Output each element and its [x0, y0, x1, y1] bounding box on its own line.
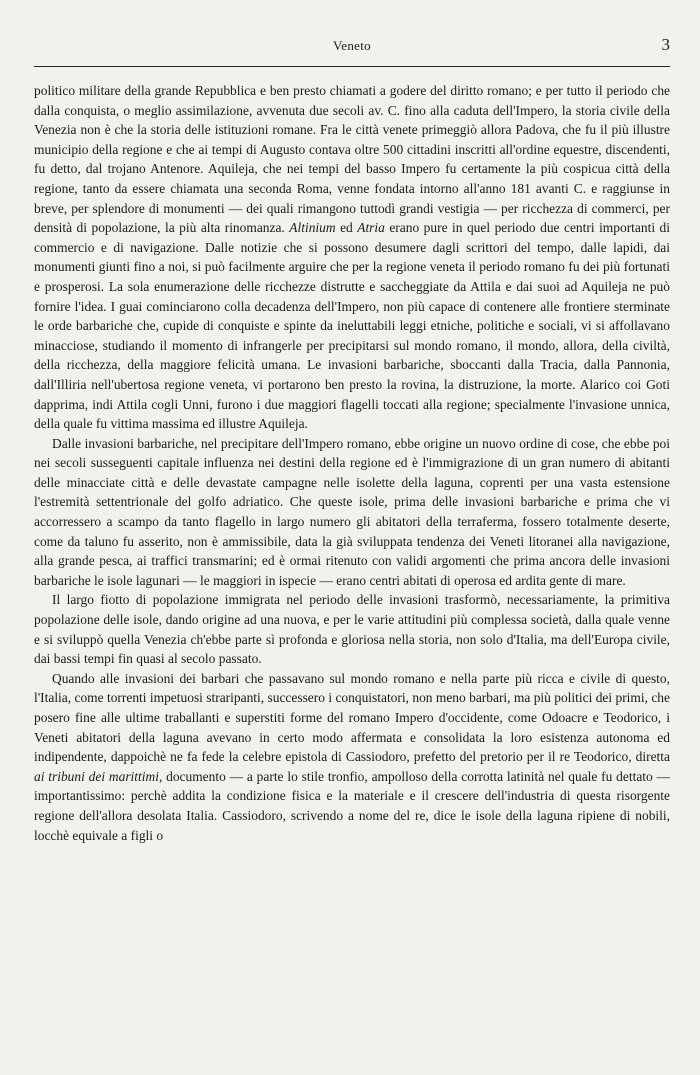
paragraph-2: [34, 434, 670, 591]
body-text: [34, 81, 670, 845]
paragraph-1: [34, 81, 670, 434]
page-number: 3: [661, 35, 670, 54]
header-rule: [34, 66, 670, 67]
page-header: [34, 35, 670, 58]
text-run: , documento — a parte lo stile tronfio, ampolloso della corrotta latinità nel quale fu dettato — importantissimo: perchè addita la condizione fisica e la materiale e il crescere dell'industria di questa risorgente regione dell'allora desolata Italia. Cassiodoro, scrivendo a nome del re, dice le isole della laguna ripiene di nobili, locchè equivale a figli o: [34, 768, 671, 843]
text-run: ed: [335, 220, 358, 236]
text-run: politico militare della grande Repubblica e ben presto chiamati a godere del diritto romano; e per tutto il periodo che dalla conquista, o meglio assimilazione, avvenuta due secoli av. C. fino alla caduta dell'Impero, la storia civile della Venezia non è che la storia delle istituzioni romane. Fra le città venete primeggiò allora Padova, che fu il più illustre municipio della regione e che ai tempi di Augusto contava oltre 500 cittadini inscritti all'ordine equestre, discendenti, fu detto, dal trojano Antenore. Aquileja, che nei tempi del basso Impero fu certamente la più cospicua città della regione, tanto da essere chiamata una seconda Roma, venne fondata intorno all'anno 181 avanti C. e raggiunse in breve, per splendore di monumenti — dei quali rimangono tuttodì grandi vestigia — per ricchezza di commerci, per densità di popolazione, la più alta rinomanza.: [34, 83, 670, 236]
italic-term-altinium: Altinium: [289, 220, 336, 236]
text-run: Quando alle invasioni dei barbari che passavano sul mondo romano e nella parte più ricca e civile di questo, l'Italia, come torrenti impetuosi straripanti, successero i conquistatori, non meno barbari, ma più politici dei primi, che posero fine alle ultime traballanti e superstiti forme del romano Impero d'occidente, come Odoacre e Teodorico, i Veneti abitatori della laguna avevano in certo modo affermata e consolidata la loro esistenza autonoma ed indipendente, dappoichè ne fa fede la celebre epistola di Cassiodoro, prefetto del pretorio per il re Teodorico, diretta: [34, 670, 670, 765]
text-run: erano pure in quel periodo due centri importanti di commercio e di navigazione. Dalle notizie che si possono desumere dagli scrittori del tempo, dalle lapidi, dai monumenti giunti fino a noi, si può facilmente arguire che per la regione veneta il periodo romano fu dei più fortunati e prosperosi. La sola enumerazione delle ricchezze distrutte e saccheggiate da Attila e dai suoi ad Aquileja ne può fornire l'idea. I guai cominciarono colla decadenza dell'Impero, non più capace di contenere alle frontiere sterminate le orde barbariche che, cupide di conquiste e spinte da ineluttabili leggi etniche, politiche e sociali, vi si affollavano minacciose, studiando il momento di infrangerle per precipitarsi sul mondo romano, il mondo, allora, della civiltà, della ricchezza, della maggiore felicità umana. Le invasioni barbariche, sboccanti dalla Tracia, dalla Pannonia, dall'Illiria nell'ubertosa regione veneta, vi portarono ben presto la rovina, la distruzione, la morte. Alarico coi Goti dapprima, indi Attila cogli Unni, furono i due maggiori flagelli toccati alla regione; specialmente l'invasione unnica, della quale fu vittima massima ed illustre Aquileja.: [34, 220, 670, 432]
italic-term-atria: Atria: [357, 220, 385, 236]
paragraph-3: [34, 590, 670, 668]
paragraph-4: [34, 669, 670, 845]
text-run: Dalle invasioni barbariche, nel precipitare dell'Impero romano, ebbe origine un nuovo ordine di cose, che ebbe poi nei secoli susseguenti capitale influenza nei destini della regione ed è l'immigrazione di un gran numero di abitanti delle minacciate città e delle devastate campagne nelle isolette della laguna, coprenti per una vasta estensione l'estremità settentrionale del golfo adriatico. Che queste isole, prima delle invasioni barbariche e prima che vi accorressero a scampo da tanto flagello in largo numero gli abitatori della terraferma, fossero totalmente deserte, come da taluno fu asserito, non è ammissibile, data la già sviluppata tendenza dei Veneti litoranei alla navigazione, alla grande pesca, ai traffici transmarini; ed è ormai ritenuto con validi argomenti che prima ancora delle invasioni barbariche le isole lagunari — le maggiori in ispecie — erano centri abitati di operosa ed ardita gente di mare.: [34, 435, 670, 588]
italic-phrase-tribuni: ai tribuni dei marittimi: [34, 768, 159, 784]
running-title: Veneto: [333, 38, 371, 53]
text-run: Il largo fiotto di popolazione immigrata nel periodo delle invasioni trasformò, necessariamente, la primitiva popolazione delle isole, dando origine ad una nuova, e per le varie attitudini più complessa società, dalla quale venne e si sviluppò quella Venezia ch'ebbe parte sì profonda e gloriosa nella storia, non solo d'Italia, ma dell'Europa civile, dai bassi tempi fin quasi al secolo passato.: [34, 592, 670, 667]
